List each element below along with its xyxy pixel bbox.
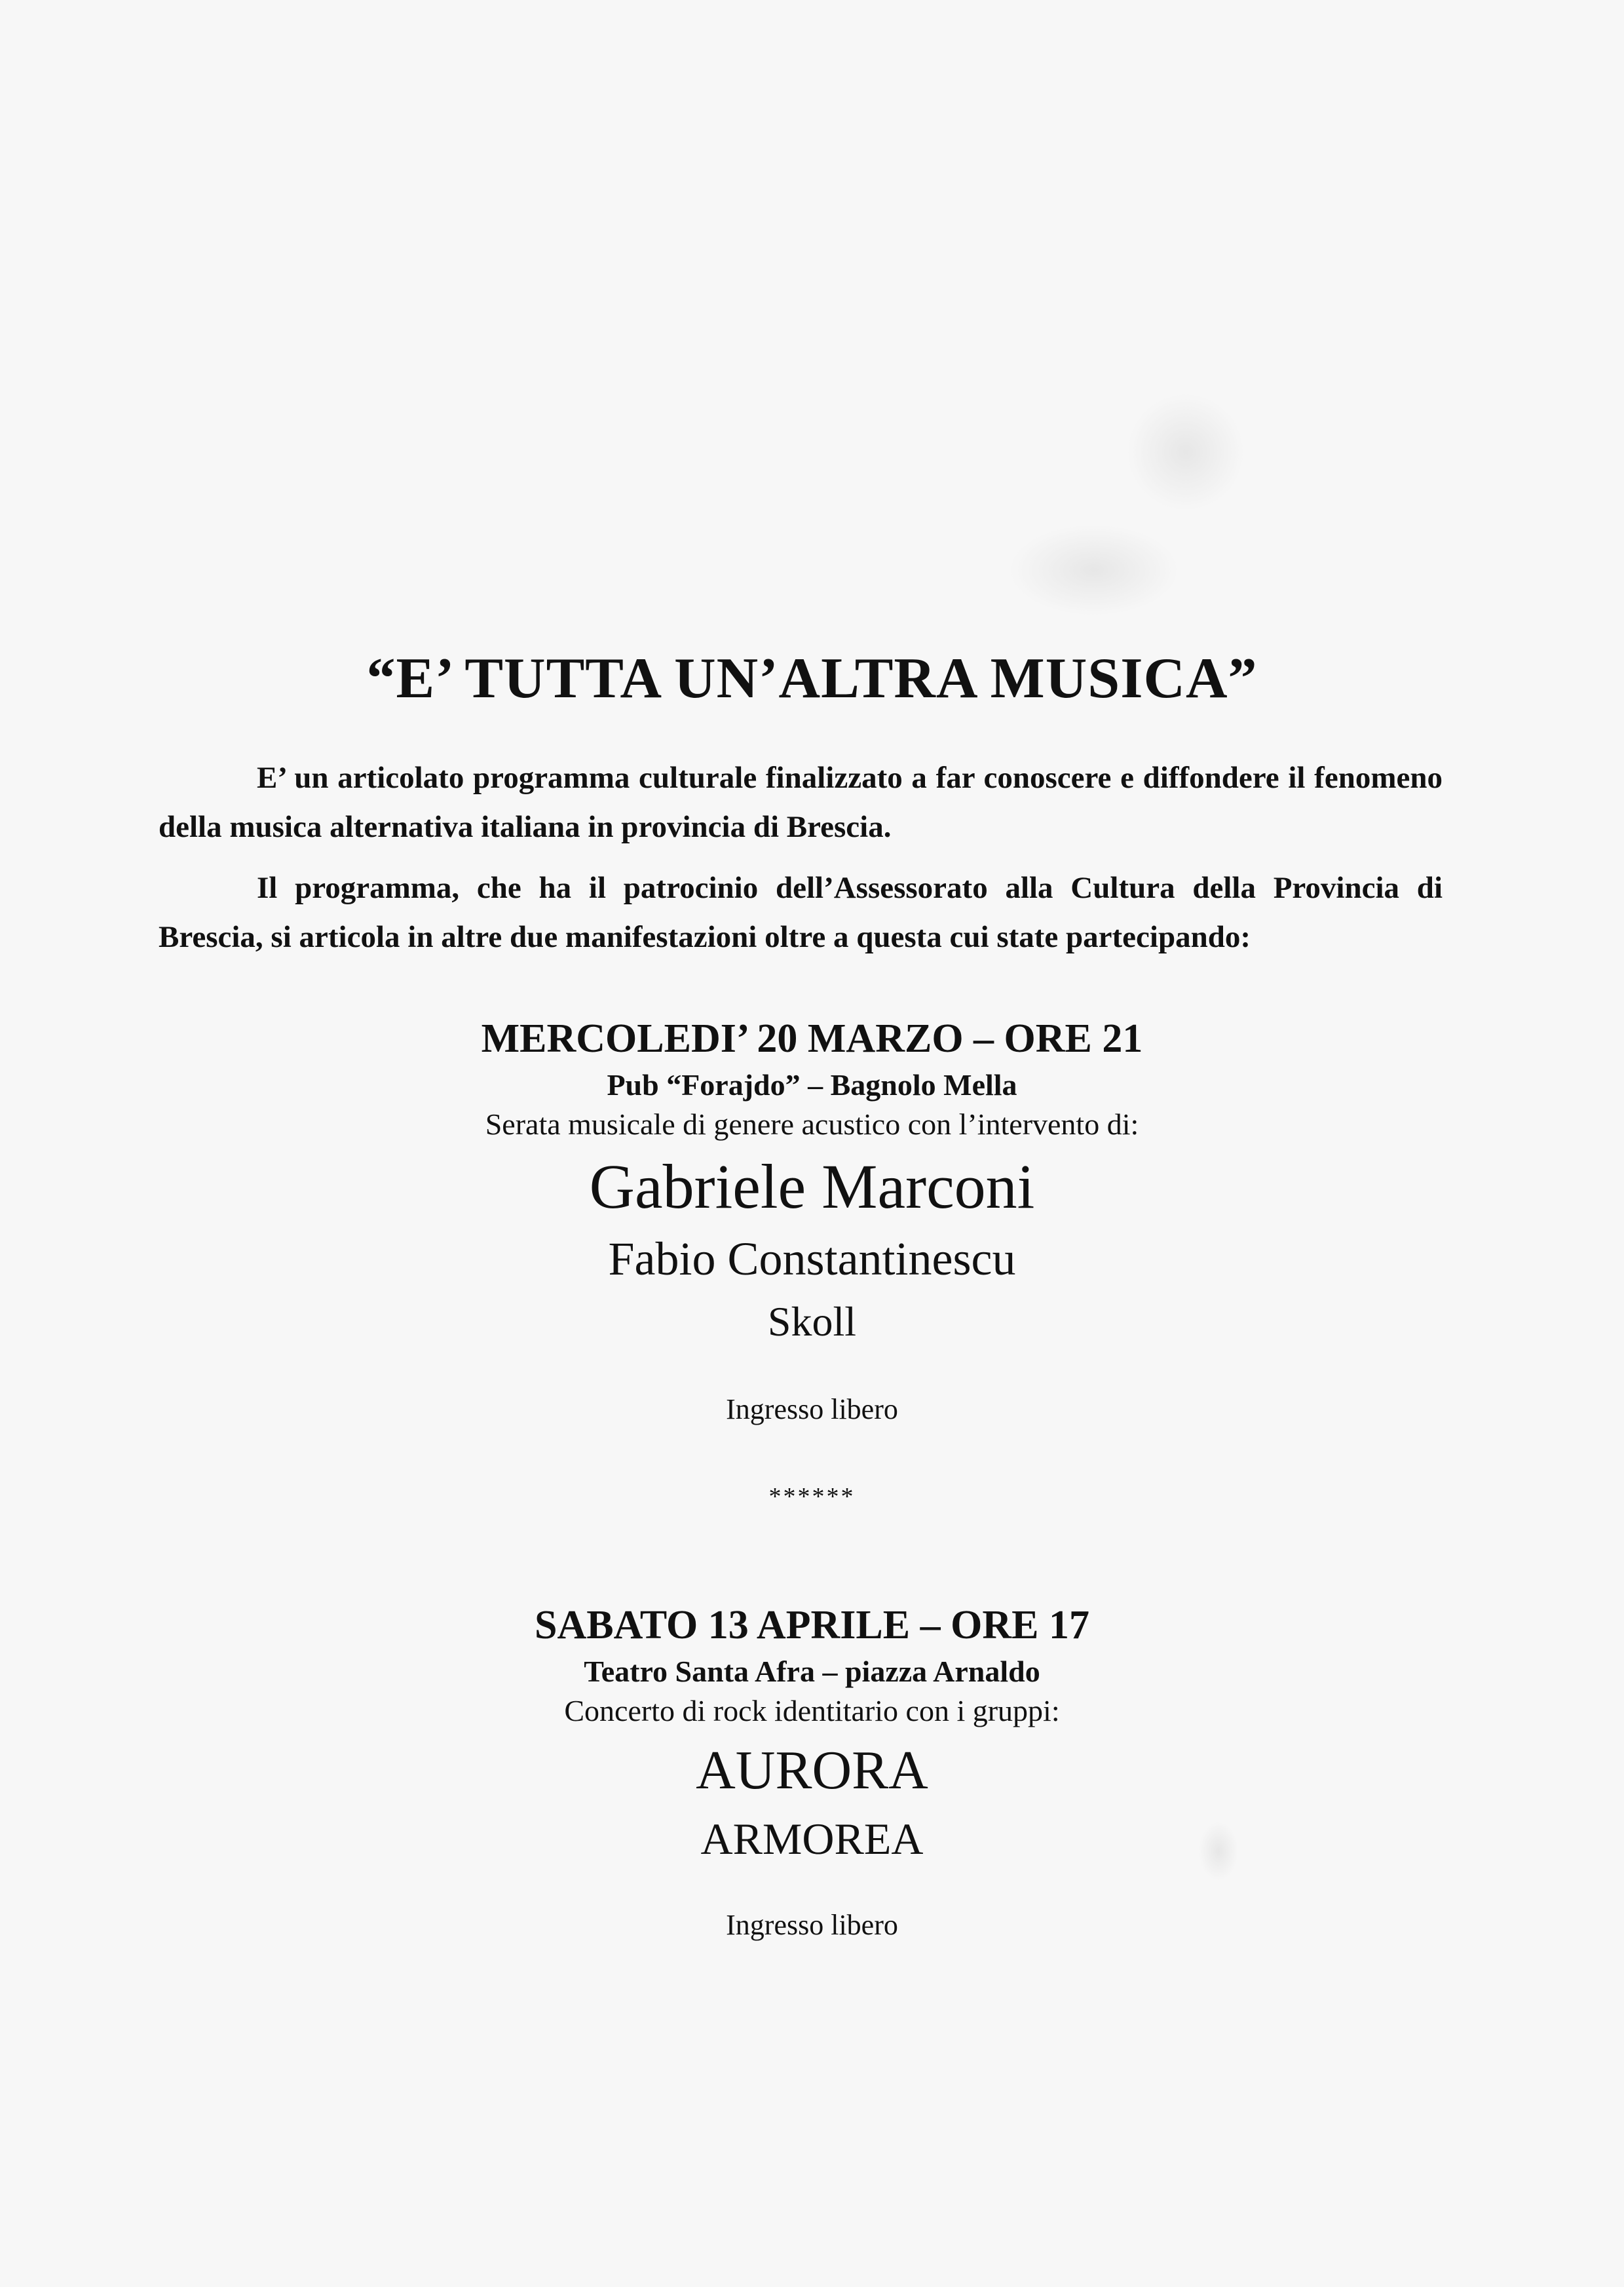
- event-artist: Fabio Constantinescu: [608, 1233, 1016, 1285]
- event-venue: Teatro Santa Afra – piazza Arnaldo: [584, 1655, 1040, 1688]
- event-artist: AURORA: [696, 1740, 928, 1801]
- event-artist: Gabriele Marconi: [589, 1151, 1035, 1221]
- intro-paragraph-2: Il programma, che ha il patrocinio dell’Assessorato alla Cultura della Provincia di Brescia, si articola in altre due manifestazioni oltre a questa cui state partecipando:: [159, 871, 1443, 954]
- event-date: SABATO 13 APRILE – ORE 17: [535, 1603, 1089, 1647]
- event-description: Serata musicale di genere acustico con l’intervento di:: [485, 1107, 1139, 1141]
- event-block-2: [0, 1599, 1624, 1945]
- section-separator: ******: [768, 1483, 856, 1510]
- event-description: Concerto di rock identitario con i gruppi:: [564, 1694, 1060, 1727]
- event-entry-note: Ingresso libero: [726, 1393, 898, 1425]
- document-title: “E’ TUTTA UN’ALTRA MUSICA”: [366, 647, 1258, 710]
- event-entry-note: Ingresso libero: [726, 1909, 898, 1941]
- event-block-1: [0, 1012, 1624, 1429]
- scan-stain: [1009, 524, 1179, 616]
- intro-paragraph-1: E’ un articolato programma culturale finalizzato a far conoscere e diffondere il fenomeno della musica alternativa italiana in provincia di Brescia.: [159, 761, 1443, 844]
- scan-stain: [1127, 393, 1245, 511]
- event-date: MERCOLEDI’ 20 MARZO – ORE 21: [481, 1016, 1143, 1061]
- event-artist: Skoll: [767, 1298, 857, 1345]
- event-artist: ARMOREA: [700, 1814, 924, 1864]
- event-venue: Pub “Forajdo” – Bagnolo Mella: [607, 1068, 1017, 1102]
